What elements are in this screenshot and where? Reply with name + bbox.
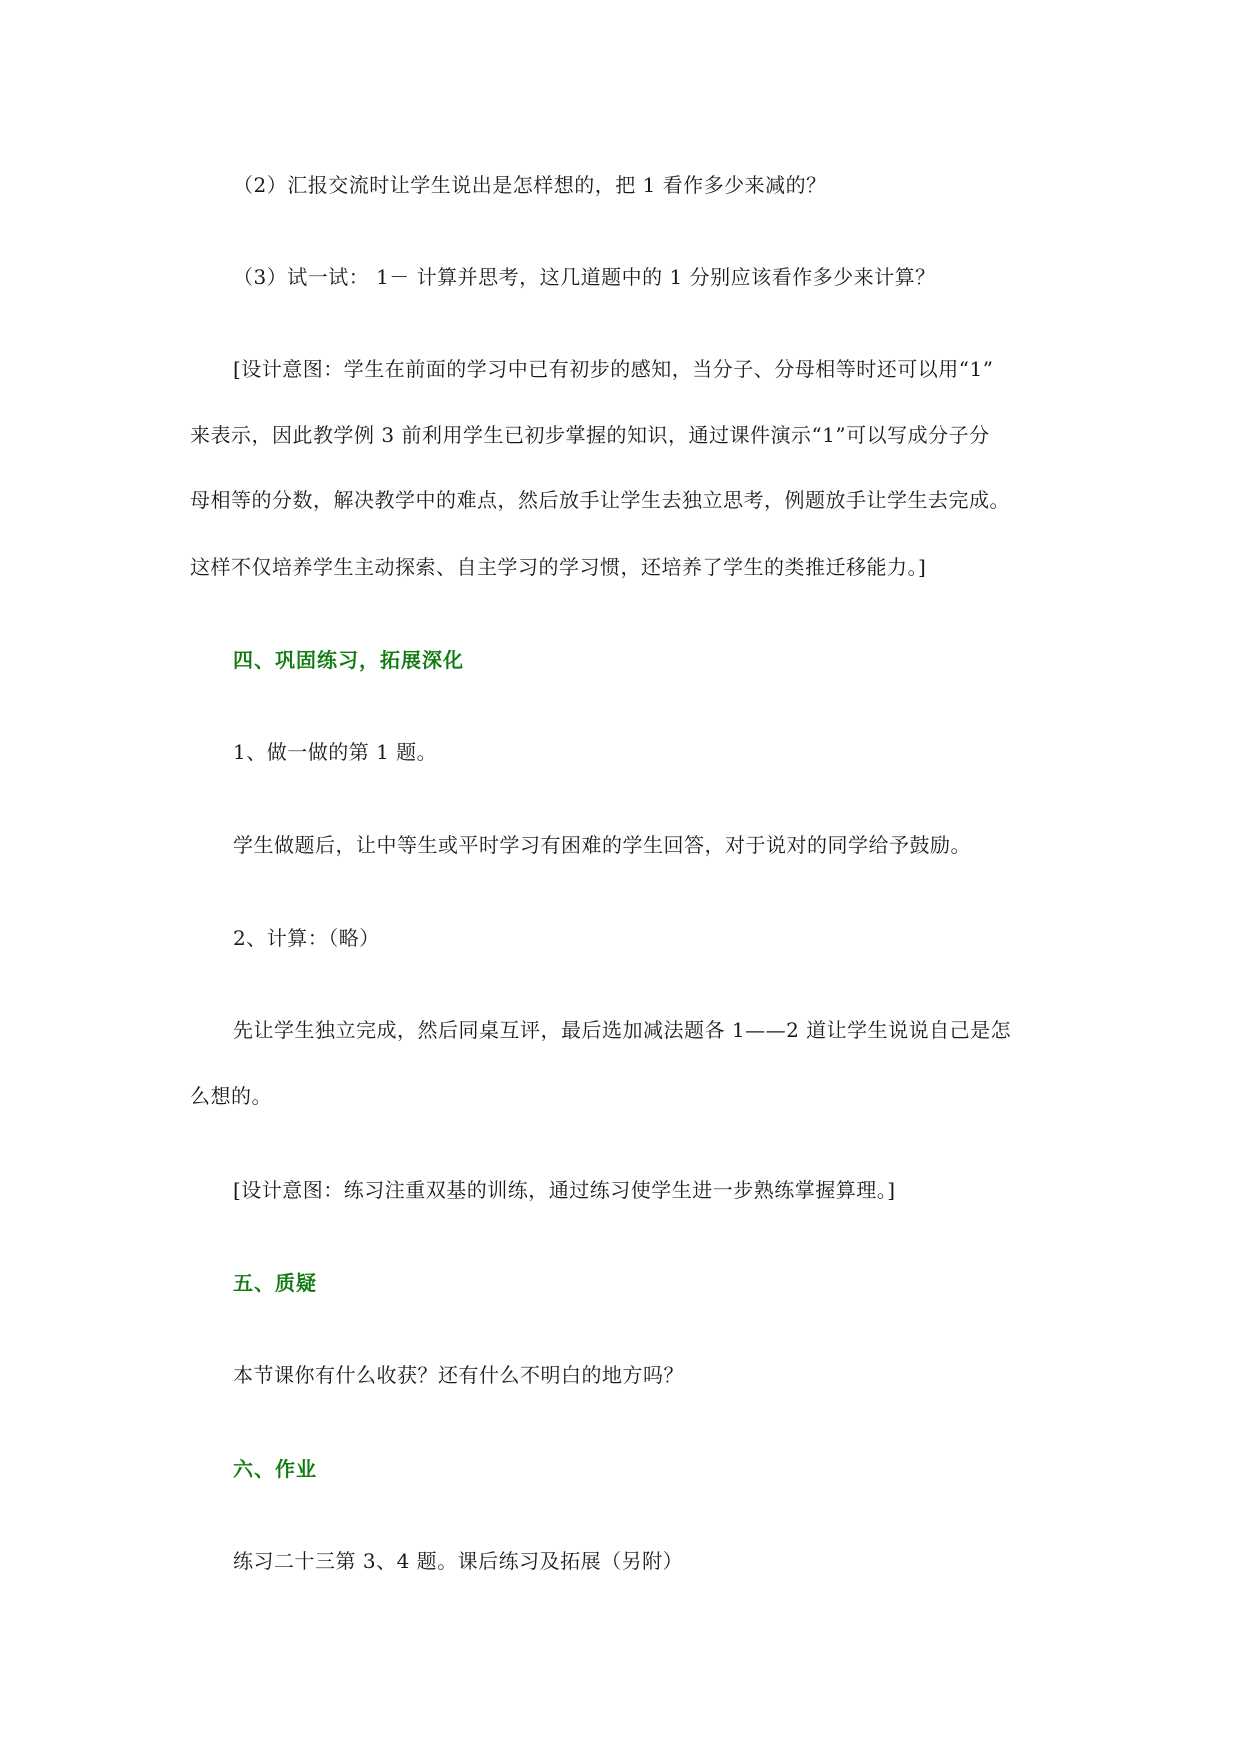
design-intent-line-2: 来表示，因此教学例 3 前利用学生已初步掌握的知识，通过课件演示“1”可以写成分子分	[190, 423, 990, 447]
section-4-heading: 四、巩固练习，拓展深化	[233, 648, 464, 672]
section-6-heading: 六、作业	[233, 1457, 317, 1481]
design-intent-line-4: 这样不仅培养学生主动探索、自主学习的学习惯，还培养了学生的类推迁移能力。]	[190, 555, 927, 579]
section-5-heading: 五、质疑	[233, 1271, 317, 1295]
exercise-2-text: 2、计算：（略）	[233, 926, 380, 950]
exercise-1-note: 学生做题后，让中等生或平时学习有困难的学生回答，对于说对的同学给予鼓励。	[233, 833, 971, 857]
design-intent-line-3: 母相等的分数，解决教学中的难点，然后放手让学生去独立思考，例题放手让学生去完成。	[190, 488, 1010, 512]
item-3-text: （3）试一试： 1－ 计算并思考，这几道题中的 1 分别应该看作多少来计算？	[233, 265, 936, 289]
exercise-1-text: 1、做一做的第 1 题。	[233, 740, 438, 764]
item-2-text: （2）汇报交流时让学生说出是怎样想的，把 1 看作多少来减的？	[233, 173, 827, 197]
section-5-text: 本节课你有什么收获？还有什么不明白的地方吗？	[233, 1363, 684, 1387]
design-intent-line-1: [设计意图：学生在前面的学习中已有初步的感知，当分子、分母相等时还可以用“1”	[233, 357, 994, 381]
section-4-design-intent: [设计意图：练习注重双基的训练，通过练习使学生进一步熟练掌握算理。]	[233, 1178, 896, 1202]
exercise-2-note-line-2: 么想的。	[190, 1084, 272, 1108]
exercise-2-note-line-1: 先让学生独立完成，然后同桌互评，最后选加减法题各 1——2 道让学生说说自己是怎	[233, 1018, 1012, 1042]
section-6-text: 练习二十三第 3、4 题。课后练习及拓展（另附）	[233, 1549, 684, 1573]
